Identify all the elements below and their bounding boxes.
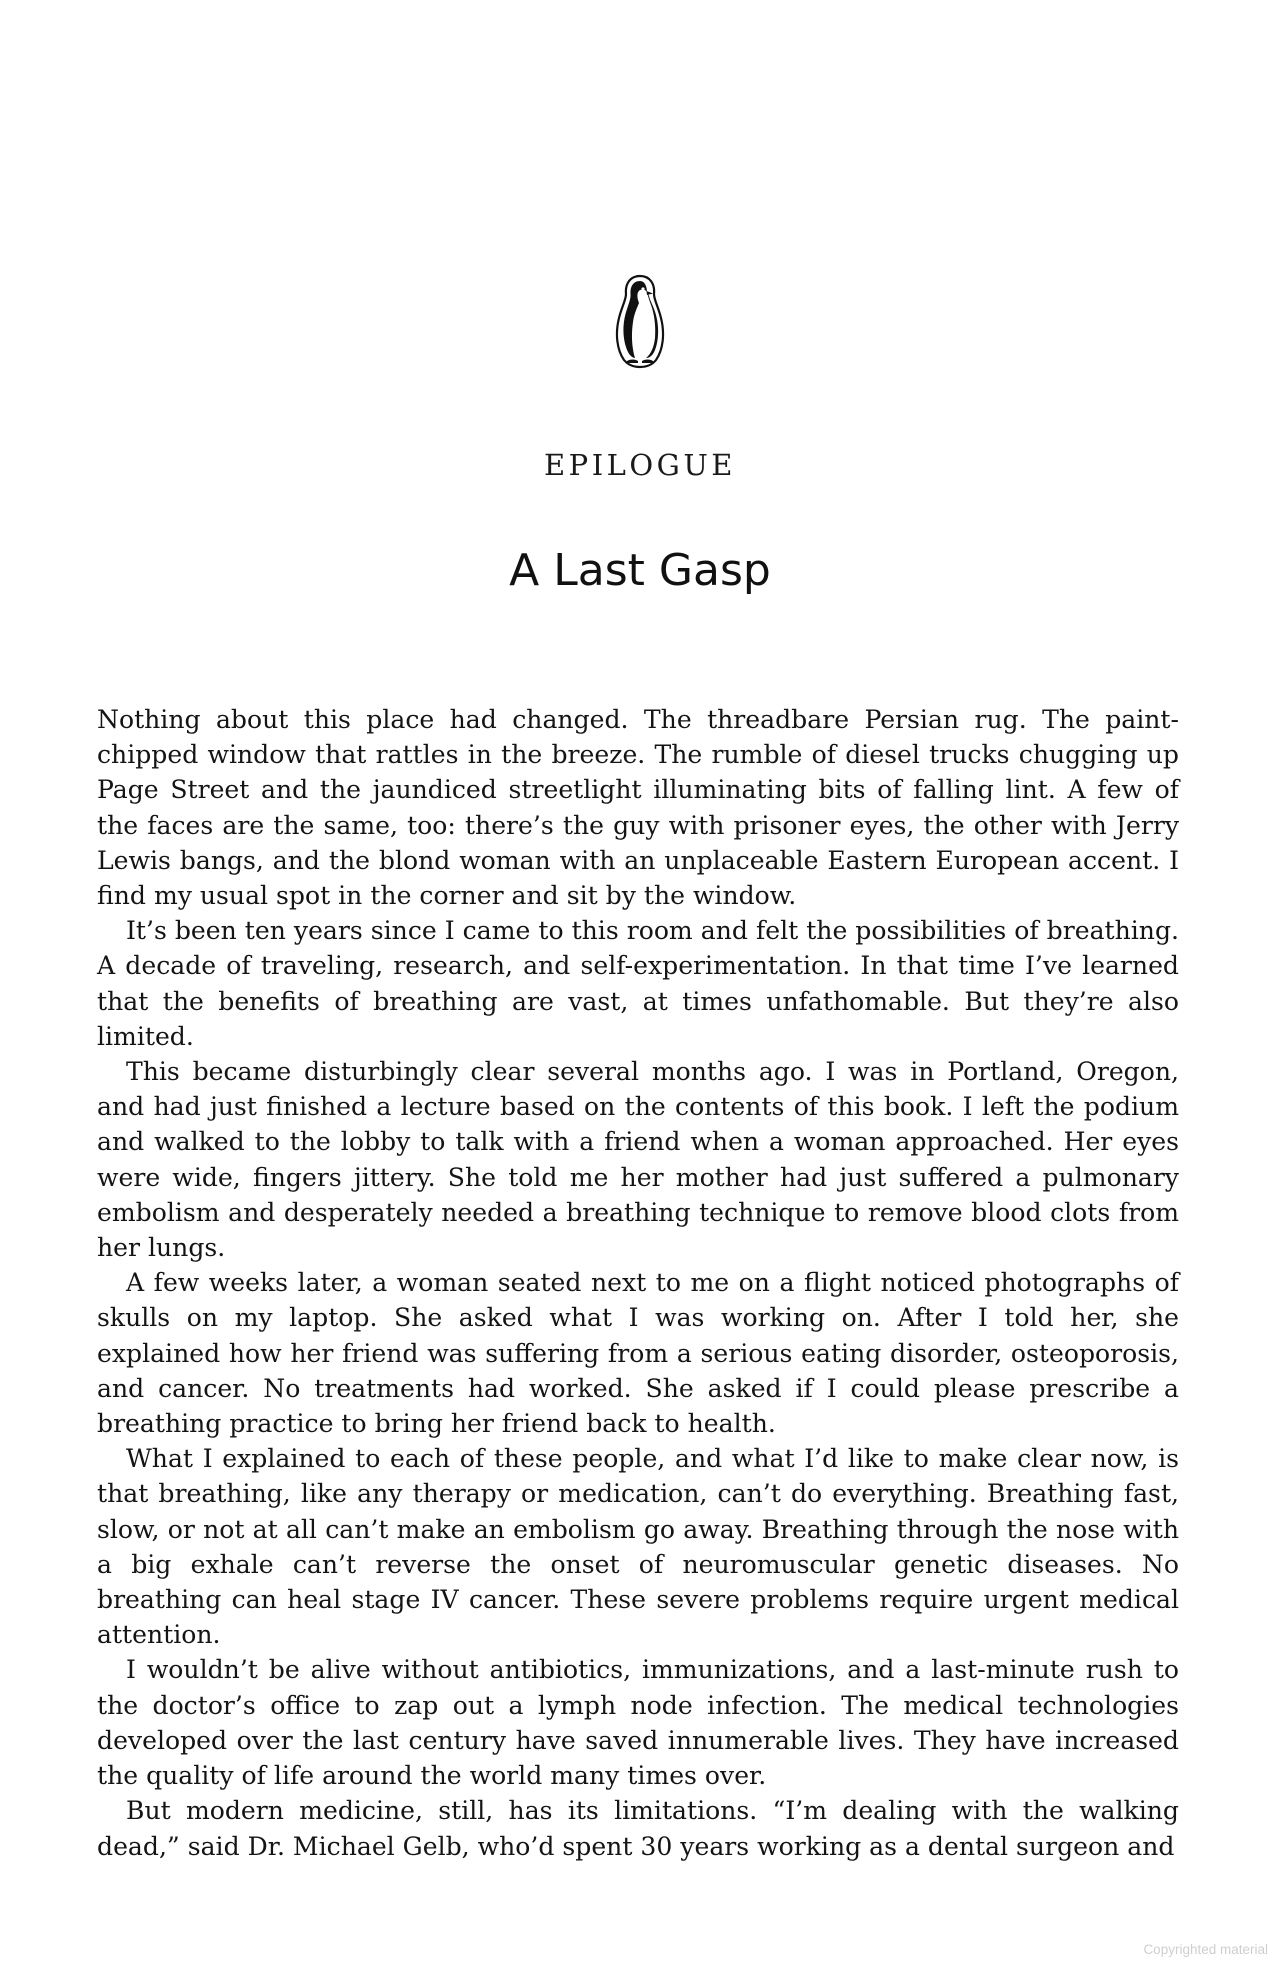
penguin-icon [608, 272, 672, 372]
paragraph: What I explained to each of these people, and what I’d like to make clear now, is that breathing, like any therapy or medication, can’t do everything. Breathing fast, slow, or not at all can’t make an embolism go away. Breathing through the nose with a big exhale can’t reverse the onset of neuromuscular genetic diseases. No breathing can heal stage IV cancer. These severe problems require urgent medical attention. [97, 1444, 1179, 1650]
chapter-title: A Last Gasp [509, 545, 771, 596]
paragraph: A few weeks later, a woman seated next to me on a flight noticed photographs of skulls on my laptop. She asked what I was working on. After I told her, she explained how her friend was suffering from a serious eating disorder, osteoporosis, and cancer. No treatments had worked. She asked if I could please prescribe a breathing practice to bring her friend back to health. [97, 1268, 1179, 1439]
paragraph: But modern medicine, still, has its limitations. “I’m dealing with the walking dead,” said Dr. Michael Gelb, who’d spent 30 years working as a dental surgeon and [97, 1796, 1179, 1861]
copyright-watermark: Copyrighted material [1143, 1942, 1268, 1957]
chapter-kicker: EPILOGUE [544, 448, 736, 482]
paragraph: Nothing about this place had changed. The threadbare Persian rug. The paint-chipped window that rattles in the breeze. The rumble of diesel trucks chugging up Page Street and the jaundiced streetlight illuminating bits of falling lint. A few of the faces are the same, too: there’s the guy with prisoner eyes, the other with Jerry Lewis bangs, and the blond woman with an unplaceable Eastern European accent. I find my usual spot in the corner and sit by the window. [97, 705, 1179, 911]
paragraph: This became disturbingly clear several months ago. I was in Portland, Oregon, and had just finished a lecture based on the contents of this book. I left the podium and walked to the lobby to talk with a friend when a woman approached. Her eyes were wide, fingers jittery. She told me her mother had just suffered a pulmonary embolism and desperately needed a breathing technique to remove blood clots from her lungs. [97, 1057, 1179, 1263]
paragraph: It’s been ten years since I came to this room and felt the possibilities of breathing. A decade of traveling, research, and self-experimentation. In that time I’ve learned that the benefits of breathing are vast, at times unfathomable. But they’re also limited. [97, 916, 1179, 1051]
body-text [97, 702, 1179, 1864]
paragraph: I wouldn’t be alive without antibiotics, immunizations, and a last-minute rush to the doctor’s office to zap out a lymph node infection. The medical technologies developed over the last century have saved innumerable lives. They have increased the quality of life around the world many times over. [97, 1655, 1179, 1791]
